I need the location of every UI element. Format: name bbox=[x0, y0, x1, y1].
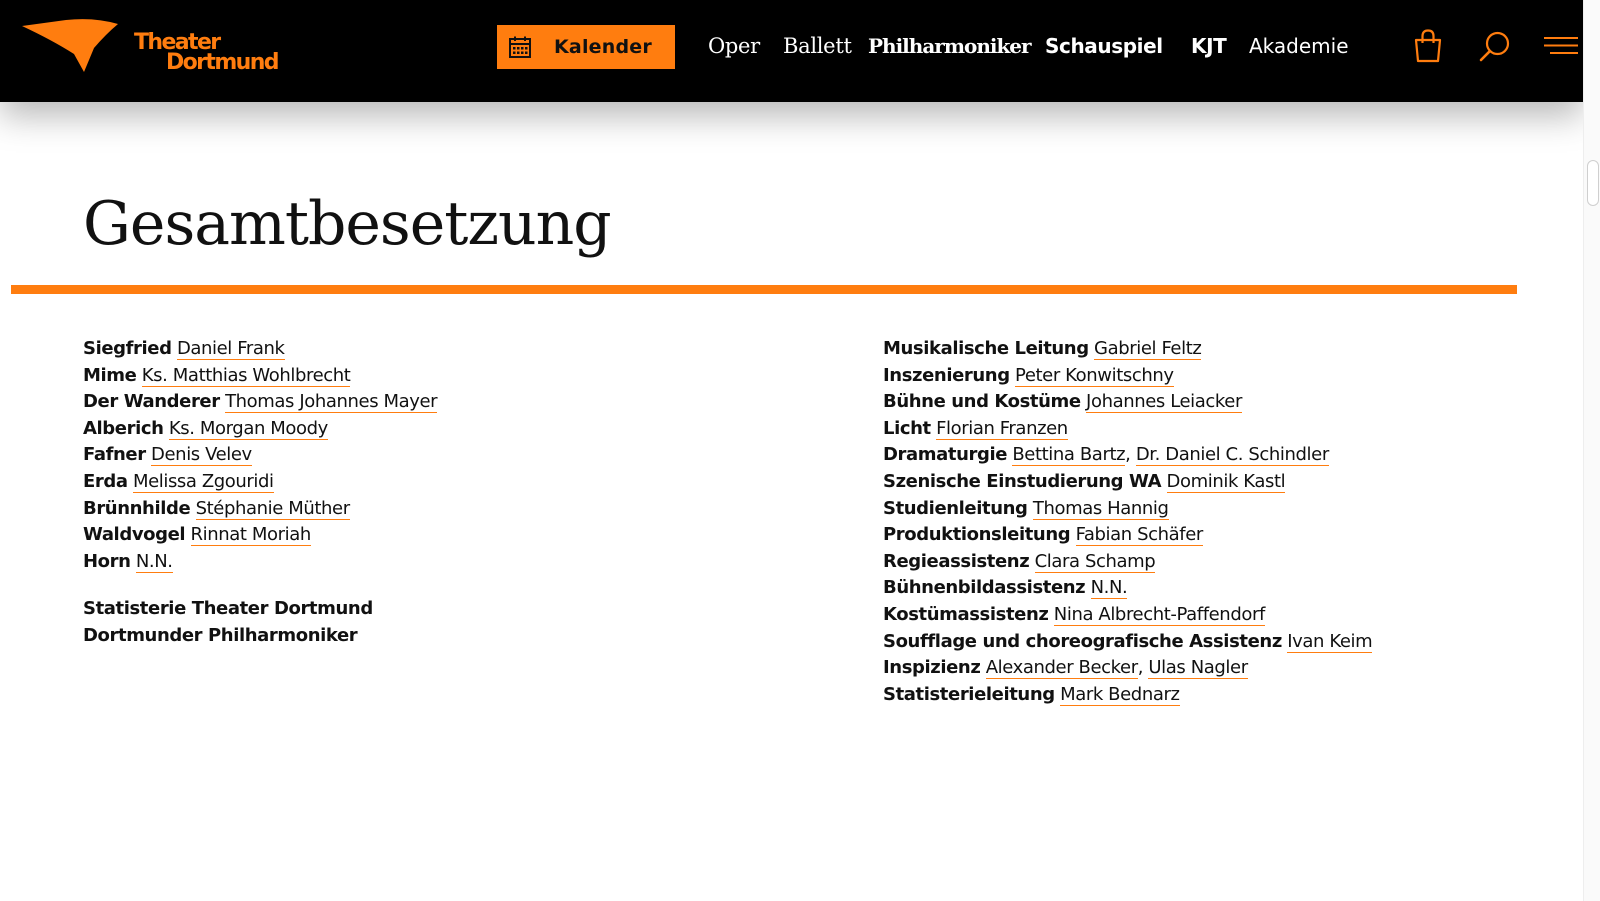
credit-role: Produktionsleitung bbox=[883, 524, 1071, 546]
nav-item-kjt[interactable]: KJT bbox=[1191, 34, 1227, 58]
credit-row: Inspizienz Alexander Becker, Ulas Nagler bbox=[883, 657, 1248, 679]
credit-row bbox=[883, 549, 1563, 576]
person-link[interactable]: Thomas Johannes Mayer bbox=[225, 391, 438, 413]
person-link[interactable]: Rinnat Moriah bbox=[190, 524, 311, 546]
person-link[interactable]: Ks. Morgan Moody bbox=[168, 417, 328, 439]
shopping-bag-icon[interactable] bbox=[1410, 28, 1446, 64]
credit-row bbox=[83, 469, 843, 496]
person-link[interactable]: Nina Albrecht-Paffendorf bbox=[1053, 603, 1265, 625]
credit-row bbox=[883, 416, 1563, 443]
nav-item-schauspiel[interactable]: Schauspiel bbox=[1045, 34, 1163, 58]
nav-item-oper[interactable]: Oper bbox=[708, 34, 760, 58]
credit-role: Horn bbox=[83, 550, 131, 572]
person-link[interactable]: Dominik Kastl bbox=[1166, 470, 1286, 492]
credit-role: Fafner bbox=[83, 444, 146, 466]
credit-row bbox=[83, 416, 843, 443]
credit-row bbox=[883, 363, 1563, 390]
scrollbar[interactable] bbox=[1583, 0, 1600, 901]
credit-role: Szenische Einstudierung WA bbox=[883, 470, 1162, 492]
person-link[interactable]: Clara Schamp bbox=[1034, 550, 1156, 572]
credit-row bbox=[83, 442, 843, 469]
person-link[interactable]: Ks. Matthias Wohlbrecht bbox=[141, 364, 351, 386]
person-link[interactable]: Peter Konwitschny bbox=[1015, 364, 1174, 386]
person-link[interactable]: Johannes Leiacker bbox=[1086, 391, 1242, 413]
logo-wing-icon bbox=[22, 18, 122, 78]
credit-role: Musikalische Leitung bbox=[883, 338, 1089, 359]
calendar-icon bbox=[508, 35, 532, 59]
person-link[interactable]: Denis Velev bbox=[151, 444, 252, 466]
ensemble-list bbox=[83, 596, 373, 649]
credit-role: Kostümassistenz bbox=[883, 603, 1049, 625]
calendar-button[interactable] bbox=[497, 25, 675, 69]
person-link[interactable]: Fabian Schäfer bbox=[1075, 524, 1203, 546]
credit-role: Erda bbox=[83, 470, 128, 492]
orange-divider bbox=[11, 285, 1517, 294]
credit-row bbox=[83, 389, 843, 416]
person-link[interactable]: Melissa Zgouridi bbox=[132, 470, 274, 492]
nav-item-philharmoniker[interactable]: Philharmoniker bbox=[868, 34, 1031, 58]
credit-role: Regieassistenz bbox=[883, 550, 1030, 572]
credit-row bbox=[83, 522, 843, 549]
menu-icon[interactable] bbox=[1543, 28, 1579, 64]
credit-row bbox=[83, 496, 843, 523]
scrollbar-thumb[interactable] bbox=[1587, 160, 1599, 206]
credit-row bbox=[883, 469, 1563, 496]
person-link[interactable]: Stéphanie Müther bbox=[195, 497, 350, 519]
person-link[interactable]: Dr. Daniel C. Schindler bbox=[1135, 444, 1329, 466]
credit-row bbox=[83, 363, 843, 390]
person-link[interactable]: Gabriel Feltz bbox=[1094, 338, 1202, 359]
credit-role: Siegfried bbox=[83, 338, 172, 359]
credit-role: Waldvogel bbox=[83, 524, 186, 546]
calendar-button-label: Kalender bbox=[554, 36, 652, 58]
credit-role: Alberich bbox=[83, 417, 164, 439]
credit-role: Brünnhilde bbox=[83, 497, 191, 519]
top-navigation-bar bbox=[0, 0, 1583, 102]
person-link[interactable]: Thomas Hannig bbox=[1032, 497, 1169, 519]
credit-row bbox=[883, 629, 1563, 656]
credit-row bbox=[883, 336, 1563, 363]
credit-row bbox=[883, 389, 1563, 416]
credit-role: Inszenierung bbox=[883, 364, 1010, 386]
credit-row bbox=[883, 496, 1563, 523]
credit-role: Licht bbox=[883, 417, 931, 439]
person-link[interactable]: Bettina Bartz bbox=[1012, 444, 1126, 466]
search-icon[interactable] bbox=[1477, 28, 1513, 64]
person-link[interactable]: Alexander Becker bbox=[985, 657, 1138, 679]
person-link[interactable]: N.N. bbox=[1090, 577, 1128, 599]
credit-row bbox=[83, 336, 843, 363]
credit-row bbox=[883, 522, 1563, 549]
person-link[interactable]: N.N. bbox=[135, 550, 173, 572]
logo-text-dortmund: Dortmund bbox=[166, 50, 278, 75]
credit-role: Statisterieleitung bbox=[883, 683, 1055, 705]
credit-row: Dramaturgie Bettina Bartz, Dr. Daniel C. Schindler bbox=[883, 444, 1329, 466]
credit-role: Dramaturgie bbox=[883, 444, 1008, 466]
person-link[interactable]: Florian Franzen bbox=[936, 417, 1068, 439]
production-team-list bbox=[883, 336, 1563, 708]
credit-row bbox=[883, 682, 1563, 709]
person-link[interactable]: Daniel Frank bbox=[176, 338, 285, 359]
ensemble-item: Statisterie Theater Dortmund bbox=[83, 598, 373, 619]
credit-role: Bühne und Kostüme bbox=[883, 391, 1081, 413]
person-link[interactable]: Ivan Keim bbox=[1287, 630, 1373, 652]
credit-role: Mime bbox=[83, 364, 137, 386]
credit-role: Der Wanderer bbox=[83, 391, 220, 413]
nav-item-ballett[interactable]: Ballett bbox=[783, 34, 852, 58]
credit-row bbox=[83, 549, 843, 576]
credit-row bbox=[883, 575, 1563, 602]
cast-list bbox=[83, 336, 843, 575]
credit-role: Inspizienz bbox=[883, 657, 981, 679]
credit-role: Bühnenbildassistenz bbox=[883, 577, 1086, 599]
person-link[interactable]: Ulas Nagler bbox=[1148, 657, 1248, 679]
logo-text-theater: Theater bbox=[134, 30, 220, 55]
credit-row bbox=[883, 602, 1563, 629]
page-title: Gesamtbesetzung bbox=[83, 189, 611, 259]
credit-role: Studienleitung bbox=[883, 497, 1028, 519]
theater-dortmund-logo[interactable] bbox=[22, 18, 282, 78]
credit-role: Soufflage und choreografische Assistenz bbox=[883, 630, 1282, 652]
person-link[interactable]: Mark Bednarz bbox=[1060, 683, 1180, 705]
ensemble-item: Dortmunder Philharmoniker bbox=[83, 624, 358, 646]
nav-item-akademie[interactable]: Akademie bbox=[1249, 34, 1349, 58]
